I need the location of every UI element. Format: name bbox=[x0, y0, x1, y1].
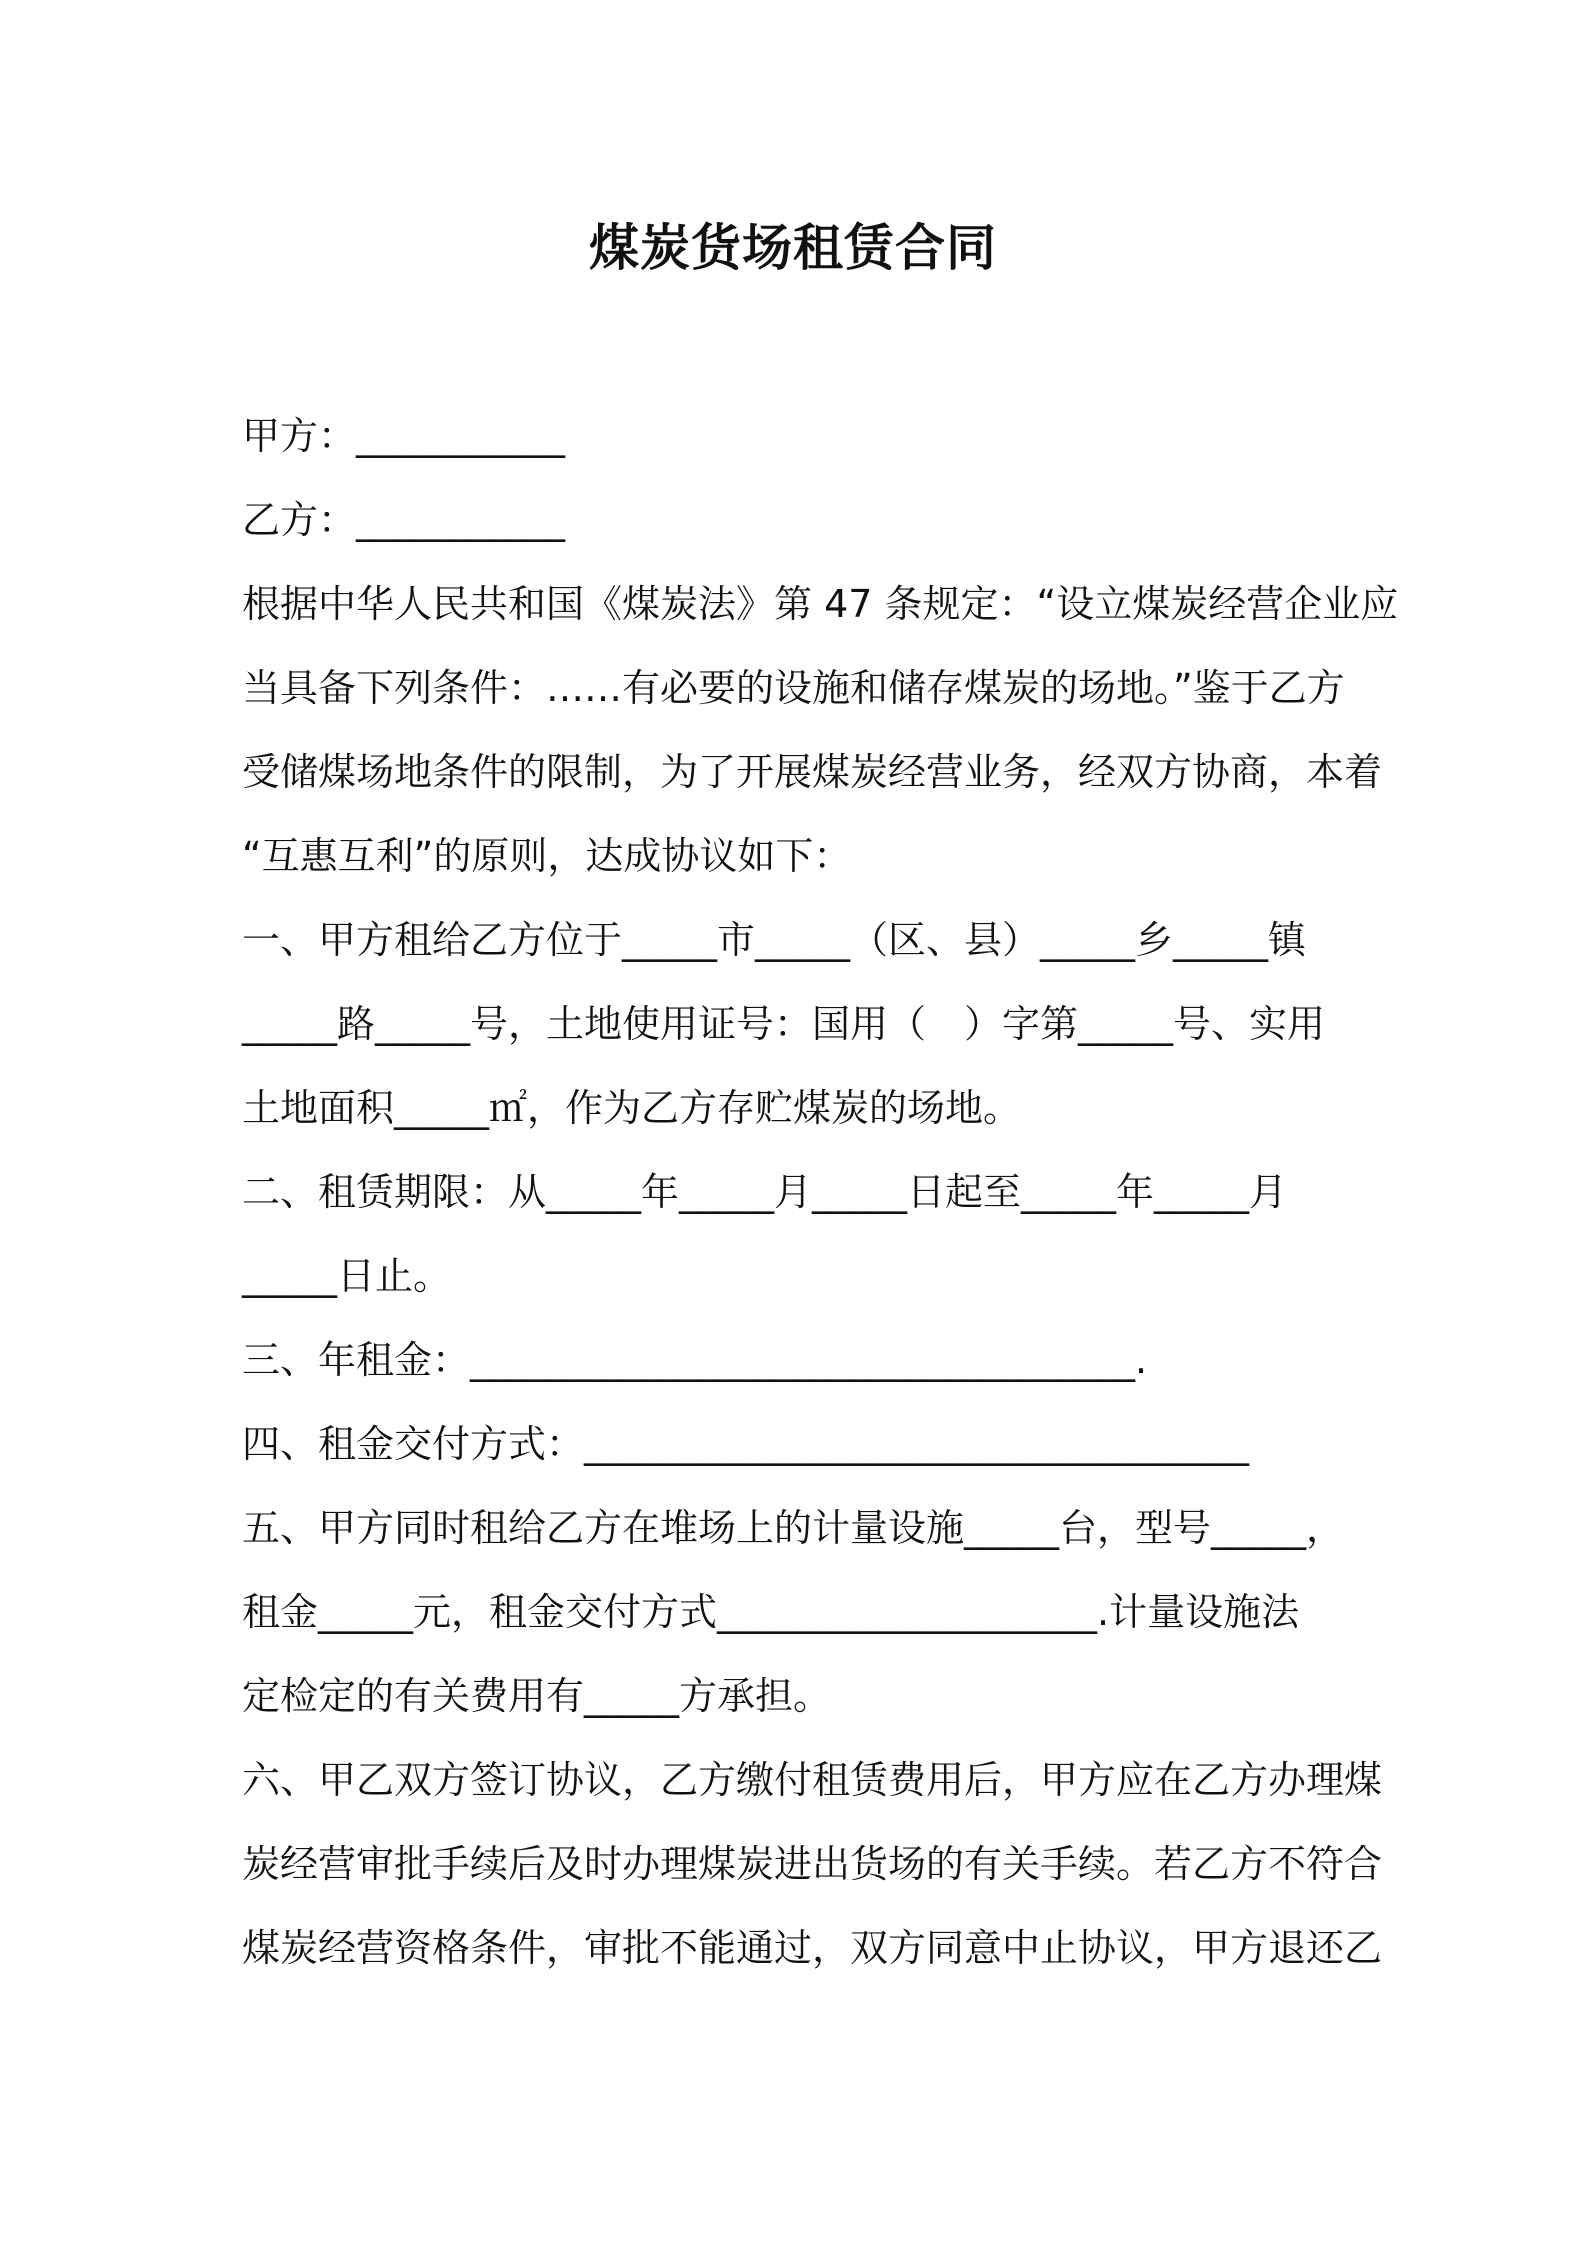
preamble-line-4: “互惠互利”的原则，达成协议如下： bbox=[242, 834, 852, 878]
clause-6-line-1: 六、甲乙双方签订协议，乙方缴付租赁费用后，甲方应在乙方办理煤 bbox=[242, 1758, 1383, 1802]
clause-2-line-1: 二、租赁期限：从_____年_____月_____日起至_____年_____月 bbox=[242, 1170, 1288, 1214]
preamble-line-3: 受储煤场地条件的限制，为了开展煤炭经营业务，经双方协商，本着 bbox=[242, 750, 1383, 794]
clause-5-line-1: 五、甲方同时租给乙方在堆场上的计量设施_____台，型号_____， bbox=[242, 1506, 1345, 1550]
party-b-line: 乙方：___________ bbox=[242, 498, 566, 542]
clause-1-line-2: _____路_____号，土地使用证号：国用（ ）字第_____号、实用 bbox=[242, 1002, 1326, 1046]
clause-2-line-2: _____日止。 bbox=[242, 1254, 452, 1298]
party-a-line: 甲方：___________ bbox=[242, 414, 566, 458]
clause-5-line-3: 定检定的有关费用有_____方承担。 bbox=[242, 1674, 832, 1718]
clause-4-line: 四、租金交付方式：___________________________________ bbox=[242, 1422, 1250, 1466]
clause-3-line: 三、年租金：___________________________________. bbox=[242, 1338, 1148, 1382]
document-title: 煤炭货场租赁合同 bbox=[589, 219, 997, 277]
preamble-line-1: 根据中华人民共和国《煤炭法》第 47 条规定：“设立煤炭经营企业应 bbox=[242, 582, 1399, 626]
clause-6-line-3: 煤炭经营资格条件，审批不能通过，双方同意中止协议，甲方退还乙 bbox=[242, 1926, 1383, 1970]
preamble-line-2: 当具备下列条件：……有必要的设施和储存煤炭的场地。”鉴于乙方 bbox=[242, 666, 1345, 710]
clause-6-line-2: 炭经营审批手续后及时办理煤炭进出货场的有关手续。若乙方不符合 bbox=[242, 1842, 1383, 1886]
clause-5-line-2: 租金_____元，租金交付方式____________________.计量设施法 bbox=[242, 1590, 1300, 1634]
clause-1-line-3: 土地面积_____㎡，作为乙方存贮煤炭的场地。 bbox=[242, 1086, 1022, 1130]
document-body bbox=[242, 394, 1399, 1990]
clause-1-line-1: 一、甲方租给乙方位于_____市_____（区、县）_____乡_____镇 bbox=[242, 918, 1307, 962]
